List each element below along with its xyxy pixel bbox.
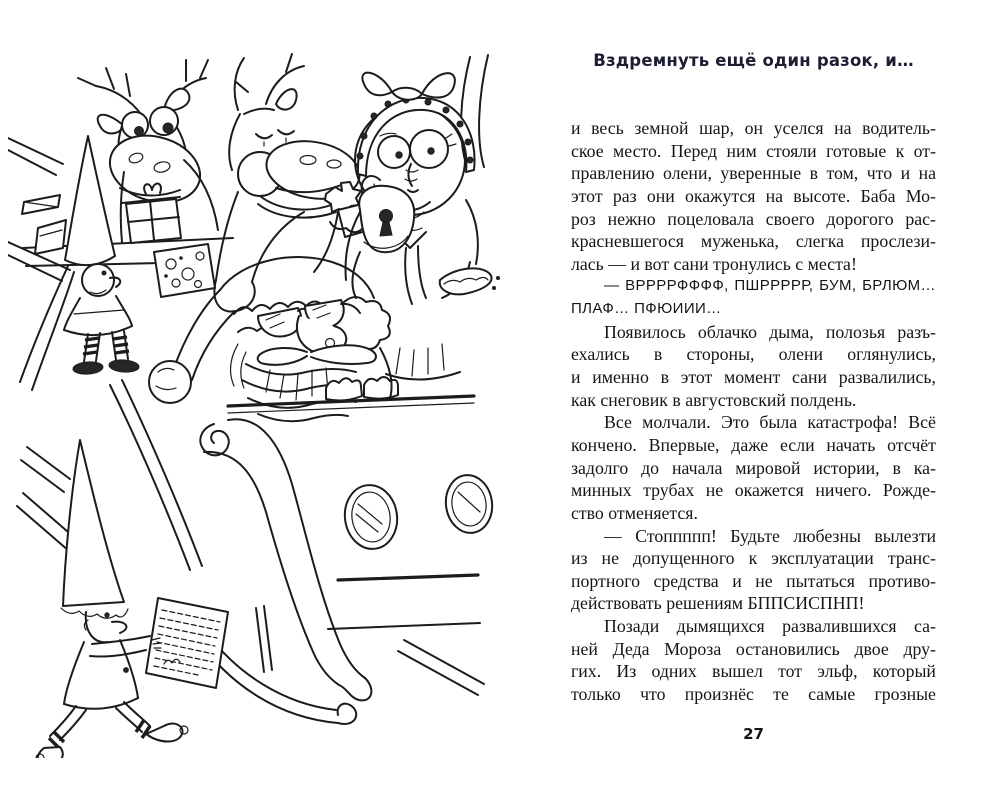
text-line: из не допущенного к эксплуатации транс- (571, 548, 936, 569)
hat-pompom (149, 361, 191, 403)
text-line: Все молчали. Это была катастрофа! Всё (604, 412, 936, 433)
text-line: ское место. Перед ним стояли готовые к от- (571, 140, 936, 161)
sleigh (196, 396, 496, 724)
text-line: роз нежно поцеловала своего дорогого рас- (571, 208, 936, 229)
illustration-container (8, 52, 548, 758)
text-line: Появилось облачко дыма, полозья разъ- (604, 321, 936, 342)
body-text (571, 117, 936, 706)
text-line: задолго до начала мировой истории, в ка- (571, 457, 936, 478)
text-line: ехались в стороны, олени оглянулись, (571, 344, 936, 365)
text-line: только что произнёс те самые грозные (571, 684, 936, 705)
text-line: — ВРРРРФФФФ, ПШРРРРР, БУМ, БРЛЮМ… (604, 277, 936, 295)
santa-hand (364, 377, 398, 399)
text-line: минных трубах не окажется ничего. Рожде- (571, 480, 936, 501)
running-head: Вздремнуть ещё один разок, и… (593, 51, 914, 70)
text-line: действовать решениям БППСИСПНП! (571, 593, 865, 614)
text-line: красневшегося муженька, слегка прослези- (571, 231, 936, 252)
elf-walking (36, 440, 228, 758)
text-line: — Стоппппп! Будьте любезны вылезти (604, 525, 936, 546)
stocking-stripes (83, 337, 129, 354)
text-line: как снеговик в августовский полдень. (571, 389, 857, 410)
text-line: правлению олени, уверенные в том, что и на (571, 163, 936, 184)
text-line: лась — и вот сани тронулись с места! (571, 253, 857, 274)
text-line: кончено. Впервые, даже если начать отсчёт (571, 434, 936, 455)
page-illustration (8, 52, 548, 758)
santa-hand (326, 378, 362, 400)
text-line: портного средства и не пытаться противо- (571, 570, 936, 591)
text-line: гих. Из одних вышел тот эльф, который (571, 661, 936, 682)
text-line: ней Деда Мороза остановились двое дру- (571, 638, 936, 659)
text-line: и именно в этот момент сани развалились, (571, 367, 936, 388)
text-line: ство отменяется. (571, 502, 698, 523)
padlock (359, 176, 414, 252)
page-number: 27 (743, 725, 764, 743)
text-line: ПЛАФ… ПФЮИИИ… (571, 300, 722, 318)
beard-hatching (266, 368, 328, 400)
text-line: этот раз они окажутся на высоте. Баба Мо- (571, 185, 936, 206)
text-line: Позади дымящихся развалившихся са- (604, 616, 936, 637)
text-line: и весь земной шар, он уселся на водитель- (571, 118, 936, 138)
